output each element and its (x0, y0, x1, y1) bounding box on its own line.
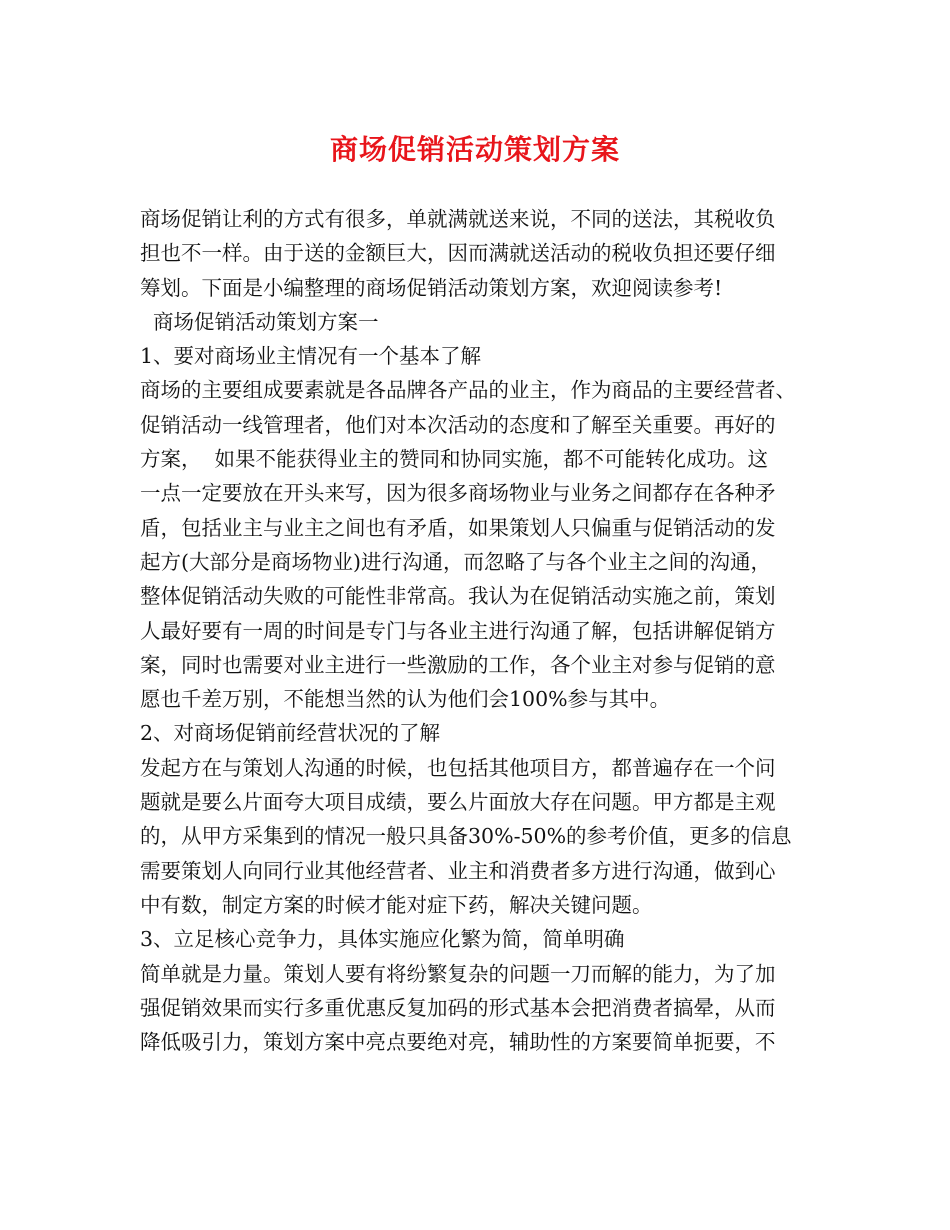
text-line: 方案， 如果不能获得业主的赞同和协同实施，都不可能转化成功。这 (140, 447, 769, 472)
text-line: 的，从甲方采集到的情况一般只具备30%-50%的参考价值，更多的信息 (140, 824, 792, 849)
text-line: 盾，包括业主与业主之间也有矛盾，如果策划人只偏重与促销活动的发 (140, 515, 776, 540)
section-heading: 商场促销活动策划方案一 (140, 309, 379, 334)
document-body (140, 202, 840, 1059)
text-line: 案，同时也需要对业主进行一些激励的工作，各个业主对参与促销的意 (140, 652, 776, 677)
text-line: 中有数，制定方案的时候才能对症下药，解决关键问题。 (140, 892, 653, 917)
text-line: 需要策划人向同行业其他经营者、业主和消费者多方进行沟通，做到心 (140, 858, 776, 883)
document-title: 商场促销活动策划方案 (329, 133, 620, 166)
text-line: 降低吸引力，策划方案中亮点要绝对亮，辅助性的方案要简单扼要，不 (140, 1030, 776, 1055)
text-line: 起方(大部分是商场物业)进行沟通，而忽略了与各个业主之间的沟通， (140, 549, 771, 574)
text-line: 整体促销活动失败的可能性非常高。我认为在促销活动实施之前，策划 (140, 584, 776, 609)
section-heading: 1、要对商场业主情况有一个基本了解 (140, 344, 482, 369)
text-line: 促销活动一线管理者，他们对本次活动的态度和了解至关重要。再好的 (140, 412, 776, 437)
text-line: 筹划。下面是小编整理的商场促销活动策划方案，欢迎阅读参考! (140, 275, 723, 300)
section-heading: 3、立足核心竞争力，具体实施应化繁为简，简单明确 (140, 927, 625, 952)
text-line: 人最好要有一周的时间是专门与各业主进行沟通了解，包括讲解促销方 (140, 618, 776, 643)
text-line: 一点一定要放在开头来写，因为很多商场物业与业务之间都存在各种矛 (140, 481, 776, 506)
text-line: 商场促销让利的方式有很多，单就满就送来说，不同的送法，其税收负 (140, 207, 776, 231)
text-line: 题就是要么片面夸大项目成绩，要么片面放大存在问题。甲方都是主观 (140, 790, 776, 815)
text-line: 商场的主要组成要素就是各品牌各产品的业主，作为商品的主要经营者、 (140, 378, 796, 403)
text-line: 发起方在与策划人沟通的时候，也包括其他项目方，都普遍存在一个问 (140, 755, 776, 780)
text-line: 担也不一样。由于送的金额巨大，因而满就送活动的税收负担还要仔细 (140, 241, 776, 266)
text-line: 简单就是力量。策划人要有将纷繁复杂的问题一刀而解的能力，为了加 (140, 961, 776, 986)
section-heading: 2、对商场促销前经营状况的了解 (140, 721, 441, 746)
text-line: 愿也千差万别，不能想当然的认为他们会100%参与其中。 (140, 687, 671, 712)
text-line: 强促销效果而实行多重优惠反复加码的形式基本会把消费者搞晕，从而 (140, 995, 776, 1020)
